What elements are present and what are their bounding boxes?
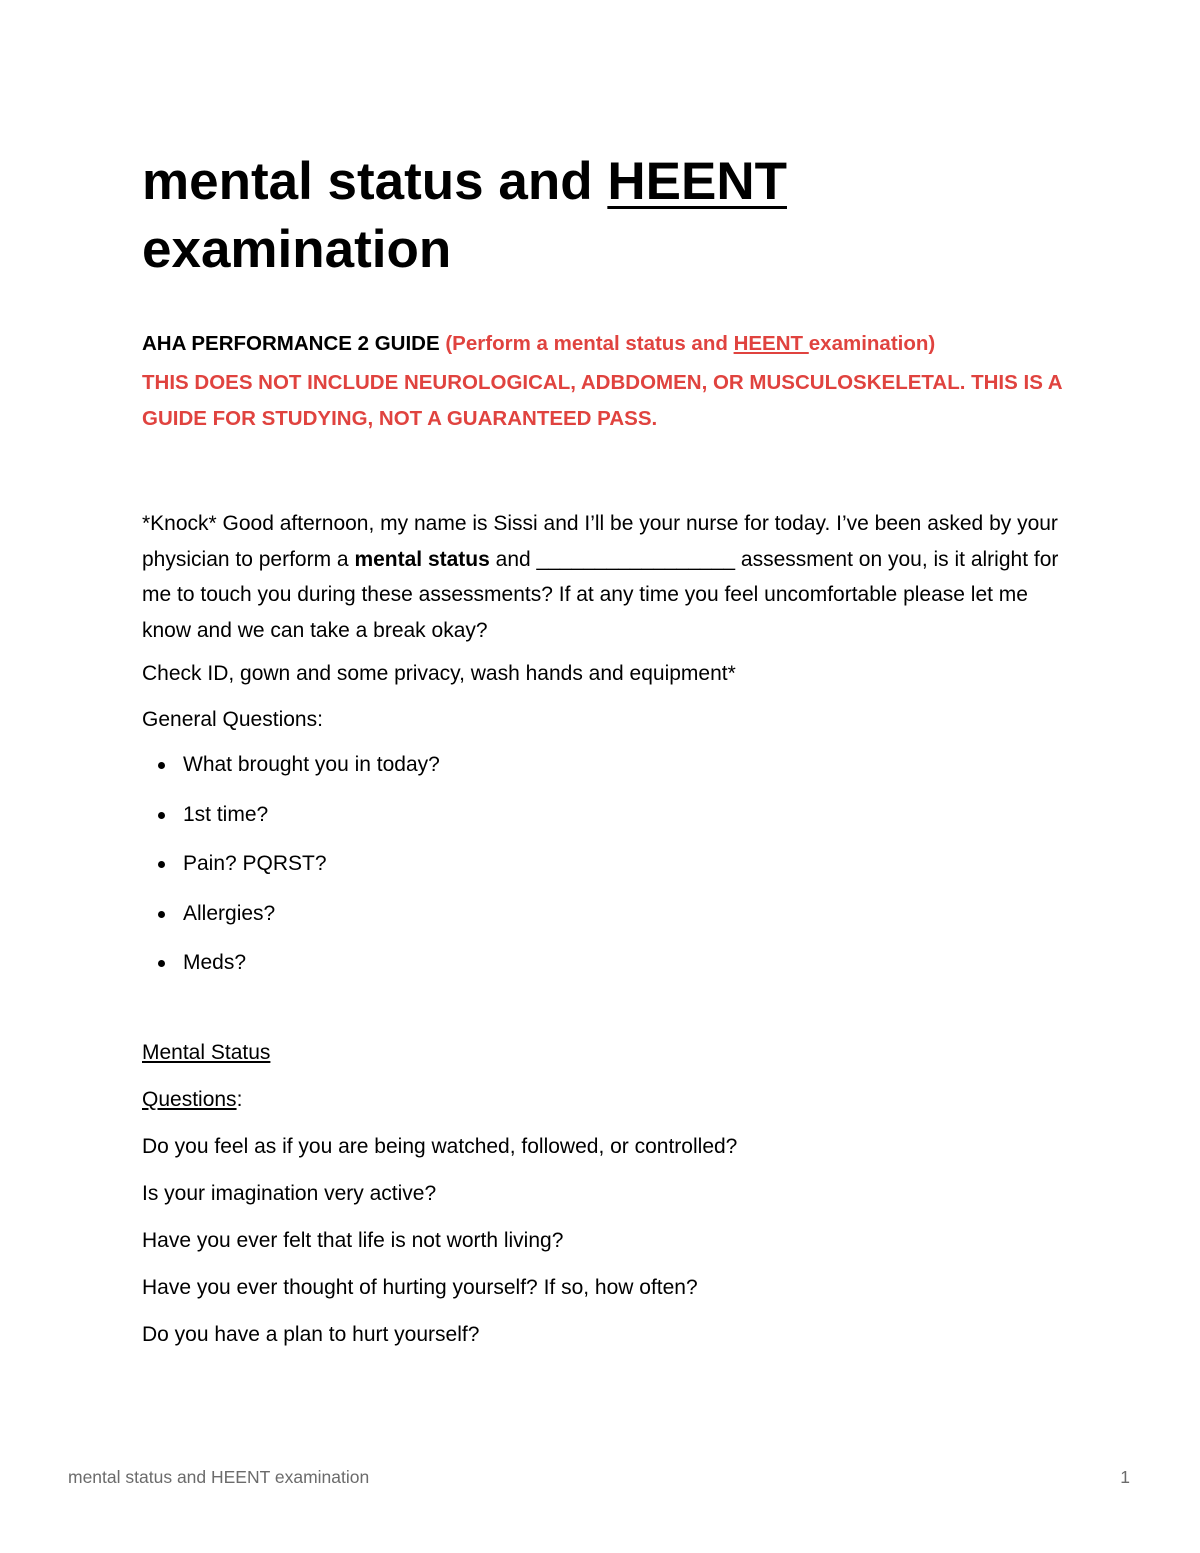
list-item — [142, 800, 1062, 830]
warning-text: THIS DOES NOT INCLUDE NEUROLOGICAL, ADBDOMEN, OR MUSCULOSKELETAL. THIS IS A GUIDE FOR STUDYING, NOT A GUARANTEED PASS. — [142, 371, 1062, 430]
intro-bold: mental status — [354, 547, 490, 571]
bullet-icon — [158, 861, 165, 868]
list-item-text: What brought you in today? — [183, 753, 440, 776]
intro-text-start: *Knock* Good afternoon, my name is Sissi and I’ll be your nurse for today. I’ve been asked by your physician to perform a — [142, 512, 1058, 571]
mental-question: Do you feel as if you are being watched, followed, or controlled? — [142, 1135, 738, 1158]
questions-label-colon: : — [236, 1088, 243, 1111]
mental-question: Do you have a plan to hurt yourself? — [142, 1323, 480, 1346]
list-item — [142, 849, 1062, 879]
page-number: 1 — [1120, 1467, 1130, 1487]
bullet-icon — [158, 960, 165, 967]
questions-label-text: Questions — [142, 1088, 237, 1111]
general-questions-label: General Questions: — [142, 708, 323, 731]
list-item-text: Meds? — [183, 951, 247, 974]
list-item — [142, 948, 1062, 978]
bullet-icon — [158, 762, 165, 769]
mental-question: Have you ever felt that life is not worth living? — [142, 1229, 564, 1252]
list-item — [142, 750, 1062, 780]
page-title — [142, 148, 1062, 284]
guide-paren-start: (Perform a mental status and — [445, 332, 734, 355]
questions-label — [142, 1085, 1062, 1115]
bullet-icon — [158, 911, 165, 918]
footer-title: mental status and HEENT examination — [68, 1467, 370, 1487]
document-body — [142, 148, 1062, 1350]
title-underlined-heent: HEENT — [607, 152, 787, 211]
guide-parenthetical — [445, 332, 935, 355]
guide-paren-underlined: HEENT — [733, 332, 809, 355]
intro-text-end: and _________________ assessment on you, is it alright for me to touch you during these assessments? If at any time you feel uncomfortable please let me know and we can take a break okay? — [142, 547, 1059, 642]
check-paragraph: Check ID, gown and some privacy, wash hands and equipment* — [142, 662, 736, 685]
list-item-text: 1st time? — [183, 802, 269, 826]
intro-paragraph — [142, 506, 1062, 648]
mental-question: Have you ever thought of hurting yourself? If so, how often? — [142, 1276, 698, 1299]
general-questions-list — [142, 750, 1062, 978]
guide-label: AHA PERFORMANCE 2 GUIDE — [142, 332, 440, 355]
title-part-2: examination — [142, 220, 452, 279]
mental-status-heading: Mental Status — [142, 1041, 271, 1064]
mental-question: Is your imagination very active? — [142, 1182, 437, 1205]
guide-heading — [142, 327, 1062, 361]
list-item-text: Allergies? — [183, 901, 276, 925]
list-item — [142, 899, 1062, 929]
list-item-text: Pain? PQRST? — [183, 852, 327, 875]
bullet-icon — [158, 812, 165, 819]
guide-paren-end: examination) — [808, 332, 936, 355]
title-part-1: mental status and — [142, 152, 608, 211]
